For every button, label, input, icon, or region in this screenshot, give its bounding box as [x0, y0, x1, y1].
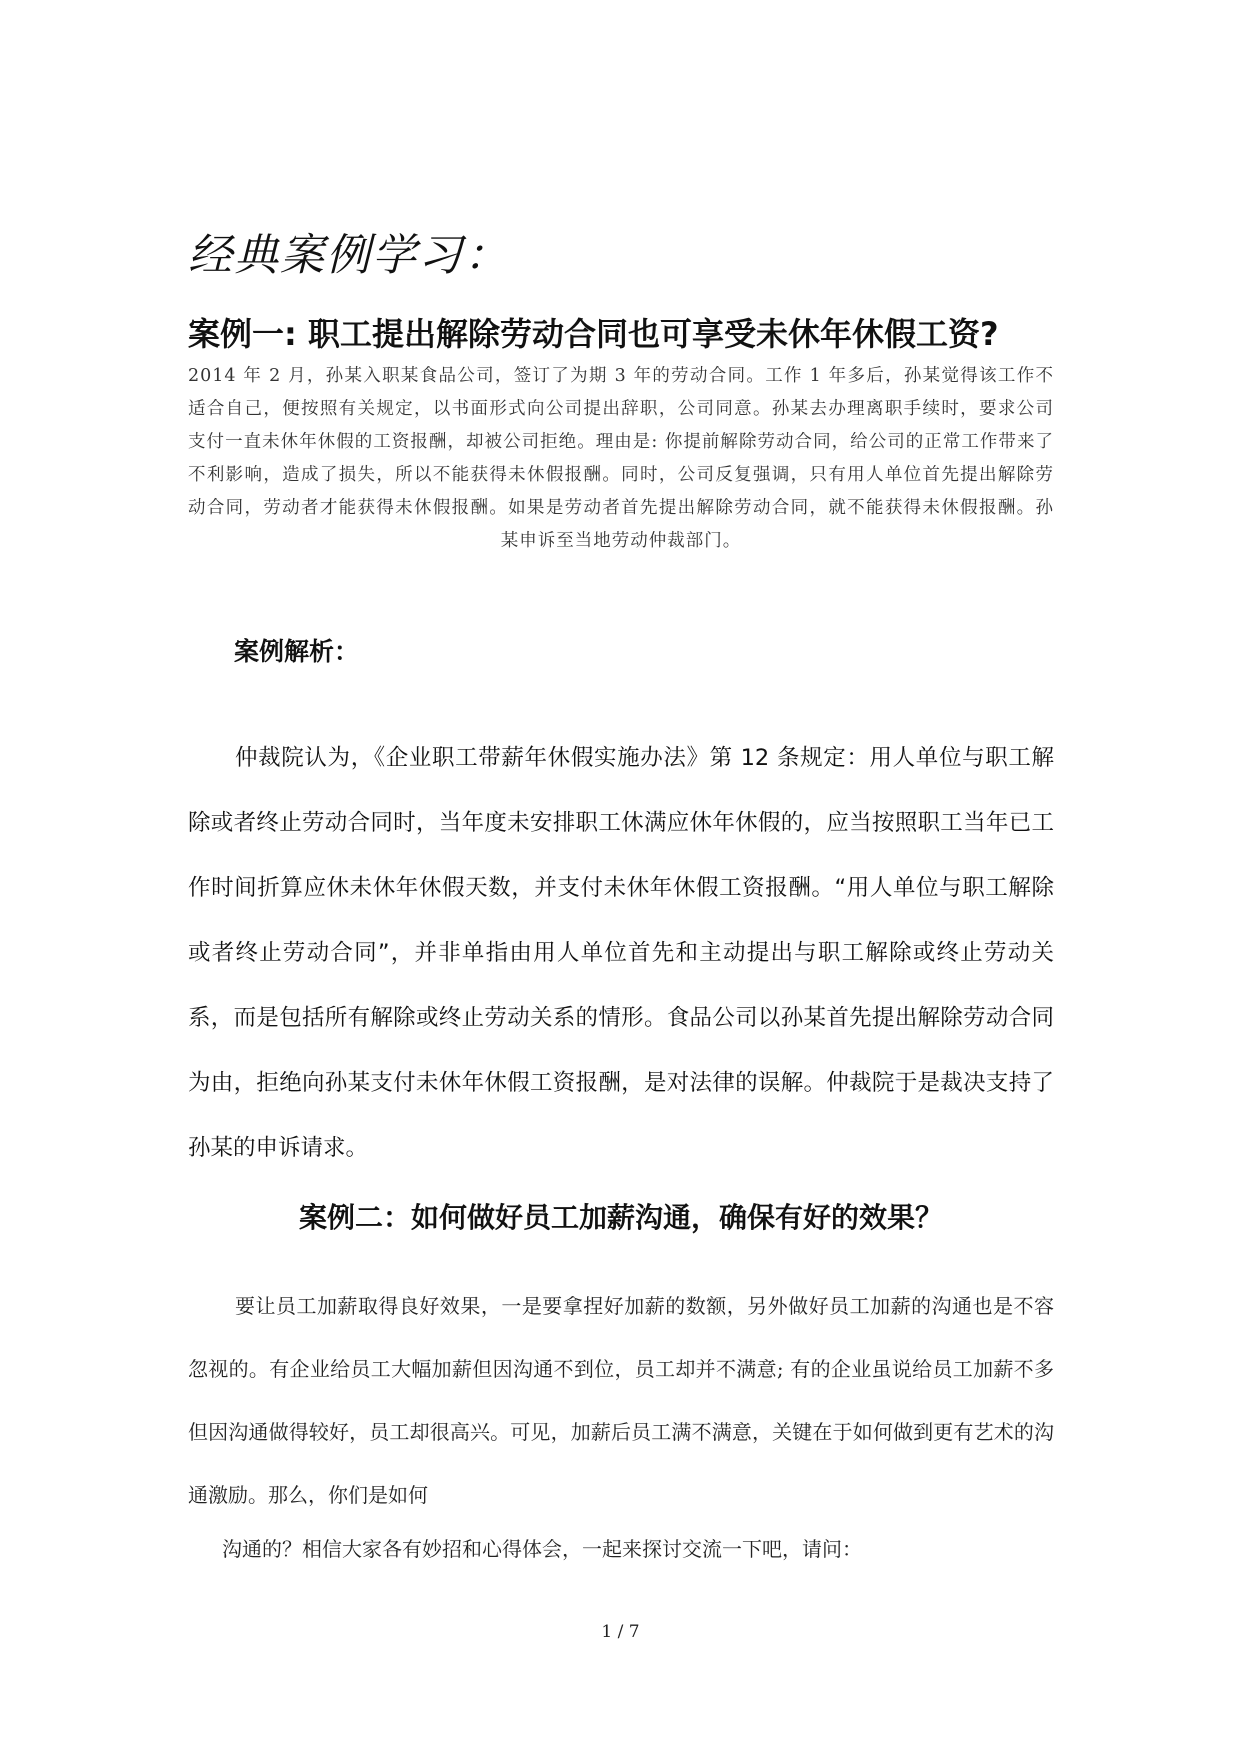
analysis-paragraph: 仲裁院认为，《企业职工带薪年休假实施办法》第 12 条规定：用人单位与职工解除或者终止劳动合同时，当年度未安排职工休满应休年休假的，应当按照职工当年已工作时间折算应休未休年休假天数，并支付未休年休假工资报酬。“用人单位与职工解除或者终止劳动合同”，并非单指由用人单位首先和主动提出与职工解除或终止劳动关系，而是包括所有解除或终止劳动关系的情形。食品公司以孙某首先提出解除劳动合同为由，拒绝向孙某支付未休年休假工资报酬，是对法律的误解。仲裁院于是裁决支持了孙某的申诉请求。 — [188, 745, 1054, 1161]
case2-heading: 案例二：如何做好员工加薪沟通，确保有好的效果？ — [298, 1201, 943, 1234]
case2-paragraph: 要让员工加薪取得良好效果，一是要拿捏好加薪的数额，另外做好员工加薪的沟通也是不容忽视的。有企业给员工大幅加薪但因沟通不到位，员工却并不满意; 有的企业虽说给员工加薪不多但因沟通做得较好，员工却很高兴。可见，加薪后员工满不满意，关键在于如何做到更有艺术的沟通激励。那么，你们是如何 — [188, 1294, 1054, 1507]
case1-heading: 案例一: 职工提出解除劳动合同也可享受未休年休假工资? — [188, 315, 999, 353]
case1-story-paragraph: 2014 年 2 月，孙某入职某食品公司，签订了为期 3 年的劳动合同。工作 1 年多后，孙某觉得该工作不适合自己，便按照有关规定，以书面形式向公司提出辞职，公司同意。孙某去办理离职手续时，要求公司支付一直未休年休假的工资报酬，却被公司拒绝。理由是: 你提前解除劳动合同，给公司的正常工作带来了不利影响，造成了损失，所以不能获得未休假报酬。同时，公司反复强调，只有用人单位首先提出解除劳动合同，劳动者才能获得未休假报酬。如果是劳动者首先提出解除劳动合同，就不能获得未休假报酬。孙某申诉至当地劳动仲裁部门。 — [188, 366, 1054, 551]
analysis-heading: 案例解析： — [234, 637, 360, 666]
case2-paragraph-last-line: 沟通的？相信大家各有妙招和心得体会，一起来探讨交流一下吧，请问： — [222, 1537, 862, 1561]
page-number: 1 / 7 — [601, 1622, 640, 1642]
document-title: 经典案例学习： — [188, 230, 510, 281]
